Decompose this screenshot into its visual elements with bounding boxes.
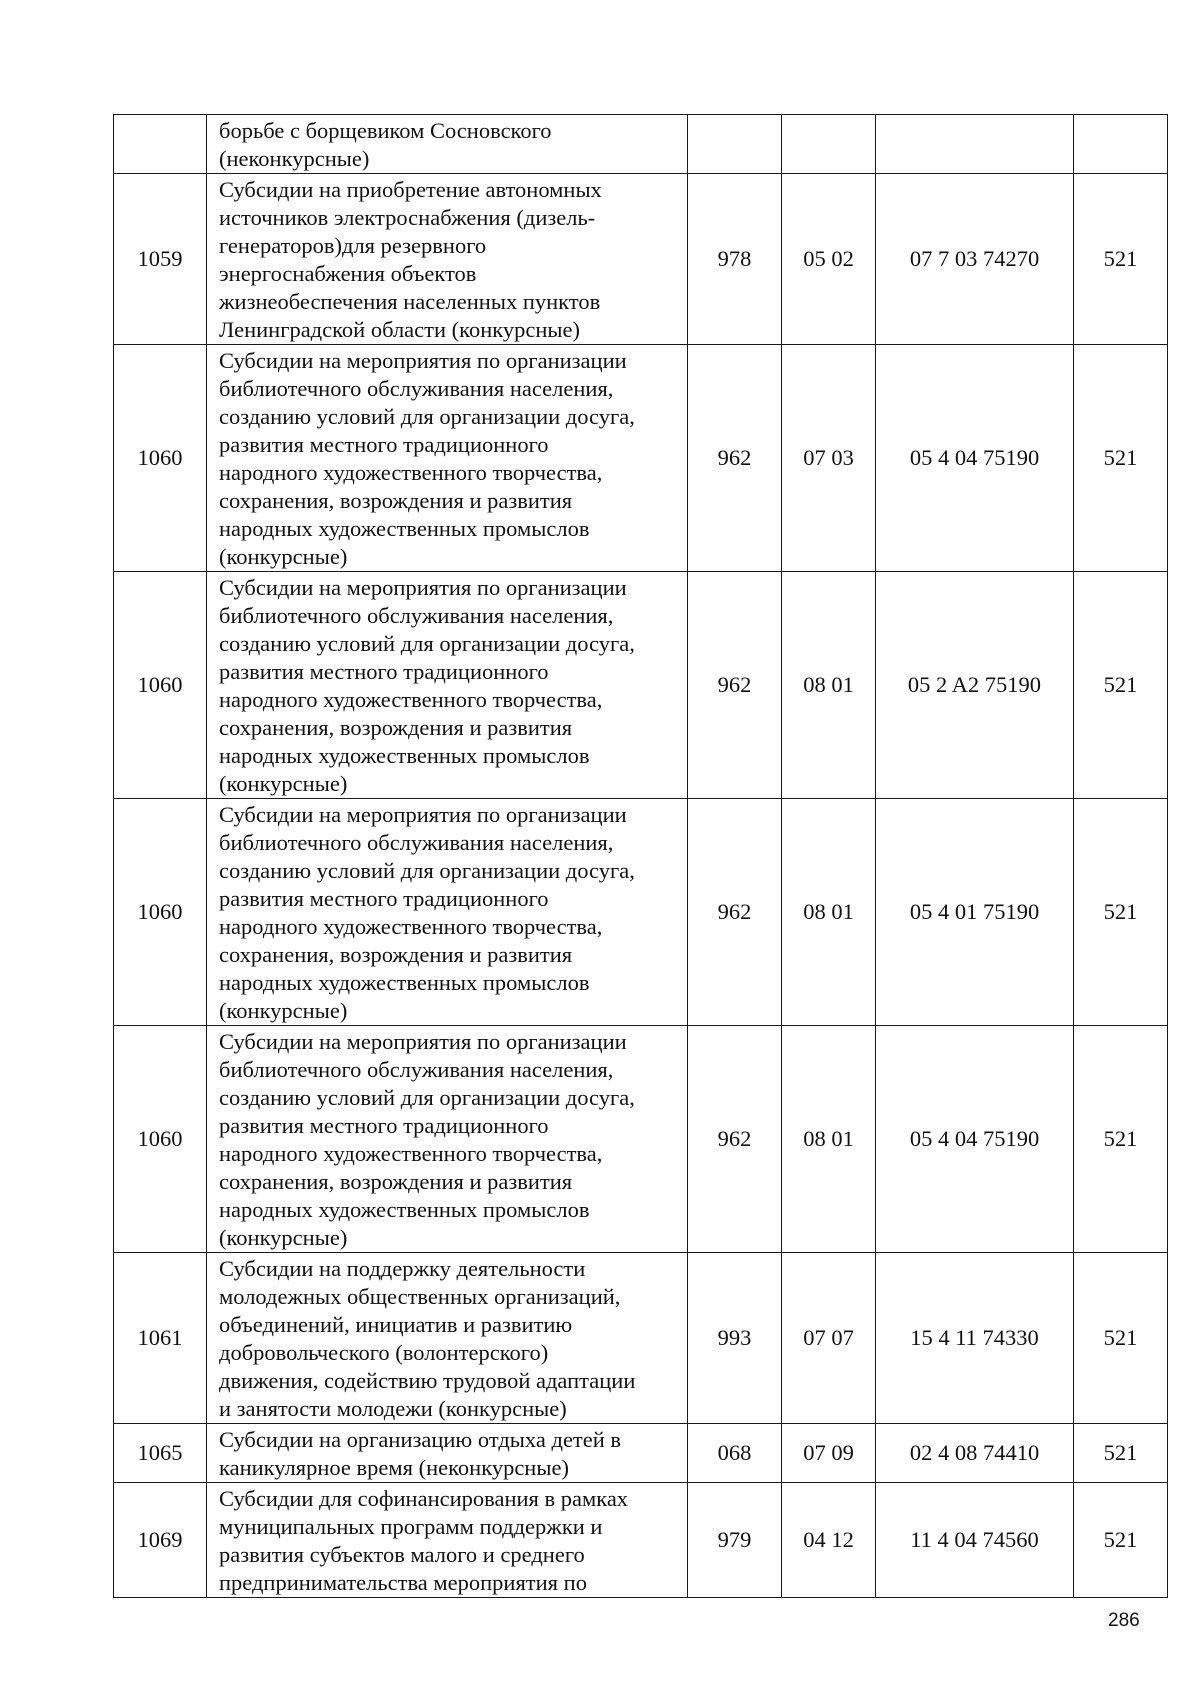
row-code-b-cell: 08 01 xyxy=(782,799,876,1026)
row-code-c-cell: 05 2 A2 75190 xyxy=(876,572,1074,799)
row-description-cell: борьбе с борщевиком Сосновского (неконкурсные) xyxy=(207,115,688,174)
table-row xyxy=(114,174,1168,345)
row-code-a-cell: 068 xyxy=(688,1424,782,1483)
row-code-d-cell: 521 xyxy=(1074,1483,1168,1598)
row-number-cell: 1060 xyxy=(114,1026,207,1253)
row-number-cell: 1061 xyxy=(114,1253,207,1424)
table-row xyxy=(114,1424,1168,1483)
row-code-c-cell: 05 4 04 75190 xyxy=(876,1026,1074,1253)
row-description-cell: Субсидии на поддержку деятельности молодежных общественных организаций, объединений, инициатив и развитию добровольческого (волонтерского) движения, содействию трудовой адаптации и занятости молодежи (конкурсные) xyxy=(207,1253,688,1424)
row-description-cell: Субсидии на мероприятия по организации библиотечного обслуживания населения, созданию условий для организации досуга, развития местного традиционного народного художественного творчества, сохранения, возрождения и развития народных художественных промыслов (конкурсные) xyxy=(207,1026,688,1253)
row-code-c-cell: 07 7 03 74270 xyxy=(876,174,1074,345)
row-number-cell: 1059 xyxy=(114,174,207,345)
row-code-d-cell: 521 xyxy=(1074,1424,1168,1483)
row-description-cell: Субсидии на мероприятия по организации библиотечного обслуживания населения, созданию условий для организации досуга, развития местного традиционного народного художественного творчества, сохранения, возрождения и развития народных художественных промыслов (конкурсные) xyxy=(207,572,688,799)
row-code-d-cell: 521 xyxy=(1074,572,1168,799)
row-number-cell: 1065 xyxy=(114,1424,207,1483)
row-number-cell xyxy=(114,115,207,174)
row-code-c-cell: 05 4 04 75190 xyxy=(876,345,1074,572)
row-code-d-cell: 521 xyxy=(1074,1253,1168,1424)
row-code-c-cell: 11 4 04 74560 xyxy=(876,1483,1074,1598)
row-code-b-cell: 08 01 xyxy=(782,572,876,799)
row-code-a-cell: 978 xyxy=(688,174,782,345)
row-code-a-cell: 962 xyxy=(688,572,782,799)
table-row xyxy=(114,799,1168,1026)
row-code-a-cell: 962 xyxy=(688,1026,782,1253)
row-code-c-cell xyxy=(876,115,1074,174)
row-description-cell: Субсидии для софинансирования в рамках муниципальных программ поддержки и развития субъектов малого и среднего предпринимательства мероприятия по xyxy=(207,1483,688,1598)
table-row xyxy=(114,345,1168,572)
row-description-cell: Субсидии на организацию отдыха детей в каникулярное время (неконкурсные) xyxy=(207,1424,688,1483)
row-code-b-cell xyxy=(782,115,876,174)
row-number-cell: 1069 xyxy=(114,1483,207,1598)
row-code-b-cell: 07 03 xyxy=(782,345,876,572)
row-number-cell: 1060 xyxy=(114,572,207,799)
subsidy-table xyxy=(113,114,1168,1598)
row-number-cell: 1060 xyxy=(114,799,207,1026)
row-code-c-cell: 15 4 11 74330 xyxy=(876,1253,1074,1424)
row-description-cell: Субсидии на приобретение автономных источников электроснабжения (дизель- генераторов)для резервного энергоснабжения объектов жизнеобеспечения населенных пунктов Ленинградской области (конкурсные) xyxy=(207,174,688,345)
row-code-a-cell: 993 xyxy=(688,1253,782,1424)
row-code-a-cell: 962 xyxy=(688,345,782,572)
row-code-d-cell: 521 xyxy=(1074,1026,1168,1253)
table-row xyxy=(114,1026,1168,1253)
row-code-c-cell: 05 4 01 75190 xyxy=(876,799,1074,1026)
table-row xyxy=(114,1483,1168,1598)
row-code-d-cell: 521 xyxy=(1074,799,1168,1026)
row-code-b-cell: 08 01 xyxy=(782,1026,876,1253)
row-description-cell: Субсидии на мероприятия по организации библиотечного обслуживания населения, созданию условий для организации досуга, развития местного традиционного народного художественного творчества, сохранения, возрождения и развития народных художественных промыслов (конкурсные) xyxy=(207,345,688,572)
table-row xyxy=(114,1253,1168,1424)
row-code-b-cell: 05 02 xyxy=(782,174,876,345)
table-row xyxy=(114,115,1168,174)
row-code-d-cell xyxy=(1074,115,1168,174)
page-number: 286 xyxy=(1108,1610,1140,1631)
row-code-b-cell: 07 09 xyxy=(782,1424,876,1483)
row-code-b-cell: 04 12 xyxy=(782,1483,876,1598)
row-code-a-cell: 979 xyxy=(688,1483,782,1598)
row-code-a-cell: 962 xyxy=(688,799,782,1026)
row-description-cell: Субсидии на мероприятия по организации библиотечного обслуживания населения, созданию условий для организации досуга, развития местного традиционного народного художественного творчества, сохранения, возрождения и развития народных художественных промыслов (конкурсные) xyxy=(207,799,688,1026)
table-row xyxy=(114,572,1168,799)
row-code-a-cell xyxy=(688,115,782,174)
row-code-c-cell: 02 4 08 74410 xyxy=(876,1424,1074,1483)
row-code-d-cell: 521 xyxy=(1074,174,1168,345)
row-code-d-cell: 521 xyxy=(1074,345,1168,572)
row-number-cell: 1060 xyxy=(114,345,207,572)
row-code-b-cell: 07 07 xyxy=(782,1253,876,1424)
